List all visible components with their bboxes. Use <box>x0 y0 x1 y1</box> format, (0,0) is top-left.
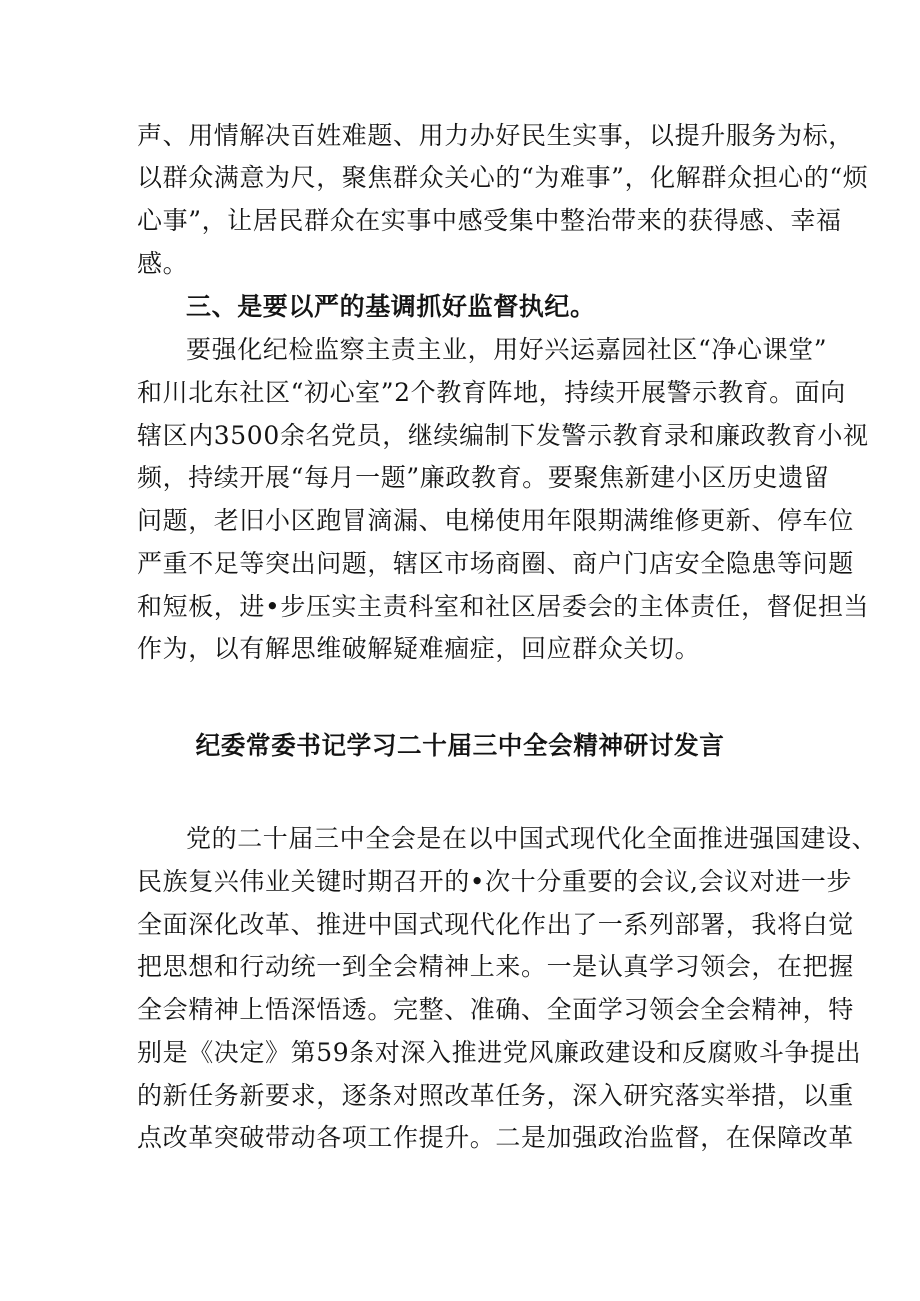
paragraph-line: 辖区内3500余名党员，继续编制下发警示教育录和廉政教育小视 <box>137 421 869 450</box>
paragraph-line: 全会精神上悟深悟透。完整、准确、全面学习领会全会精神，特 <box>137 995 854 1024</box>
paragraph-line: 点改革突破带动各项工作提升。二是加强政治监督，在保障改革 <box>137 1123 854 1152</box>
paragraph-line: 感。 <box>137 249 189 278</box>
paragraph-line: 以群众满意为尺，聚焦群众关心的“为难事”，化解群众担心的“烦 <box>137 163 869 192</box>
paragraph-line: 频，持续开展“每月一题”廉政教育。要聚焦新建小区历史遗留 <box>137 463 830 492</box>
section-heading: 三、是要以严的基调抓好监督执纪。 <box>186 292 596 321</box>
paragraph-line: 和短板，进•步压实主责科室和社区居委会的主体责任，督促担当 <box>137 592 870 621</box>
paragraph-line: 作为，以有解思维破解疑难痼症，回应群众关切。 <box>137 634 701 663</box>
paragraph-line: 民族复兴伟业关键时期召开的•次十分重要的会议,会议对进一步 <box>137 867 853 896</box>
article-title: 纪委常委书记学习二十届三中全会精神研讨发言 <box>195 731 725 760</box>
paragraph-line: 和川北东社区“初心室”2个教育阵地，持续开展警示教育。面向 <box>137 378 846 407</box>
paragraph-line: 党的二十届三中全会是在以中国式现代化全面推进强国建设、 <box>186 824 878 853</box>
paragraph-line: 别是《决定》第59条对深入推进党风廉政建设和反腐败斗争提出 <box>137 1038 862 1067</box>
paragraph-line: 问题，老旧小区跑冒滴漏、电梯使用年限期满维修更新、停车位 <box>137 506 854 535</box>
paragraph-line: 心事”，让居民群众在实事中感受集中整治带来的获得感、幸福 <box>137 206 842 235</box>
paragraph-line: 声、用情解决百姓难题、用力办好民生实事，以提升服务为标， <box>137 121 854 150</box>
paragraph-line: 的新任务新要求，逐条对照改革任务，深入研究落实举措，以重 <box>137 1081 854 1110</box>
paragraph-line: 全面深化改革、推进中国式现代化作出了一系列部署，我将白觉 <box>137 910 854 939</box>
paragraph-line: 要强化纪检监察主责主业，用好兴运嘉园社区“净心课堂” <box>186 335 828 364</box>
paragraph-line: 把思想和行动统一到全会精神上来。一是认真学习领会，在把握 <box>137 952 854 981</box>
paragraph-line: 严重不足等突出问题，辖区市场商圈、商户门店安全隐患等问题 <box>137 549 854 578</box>
